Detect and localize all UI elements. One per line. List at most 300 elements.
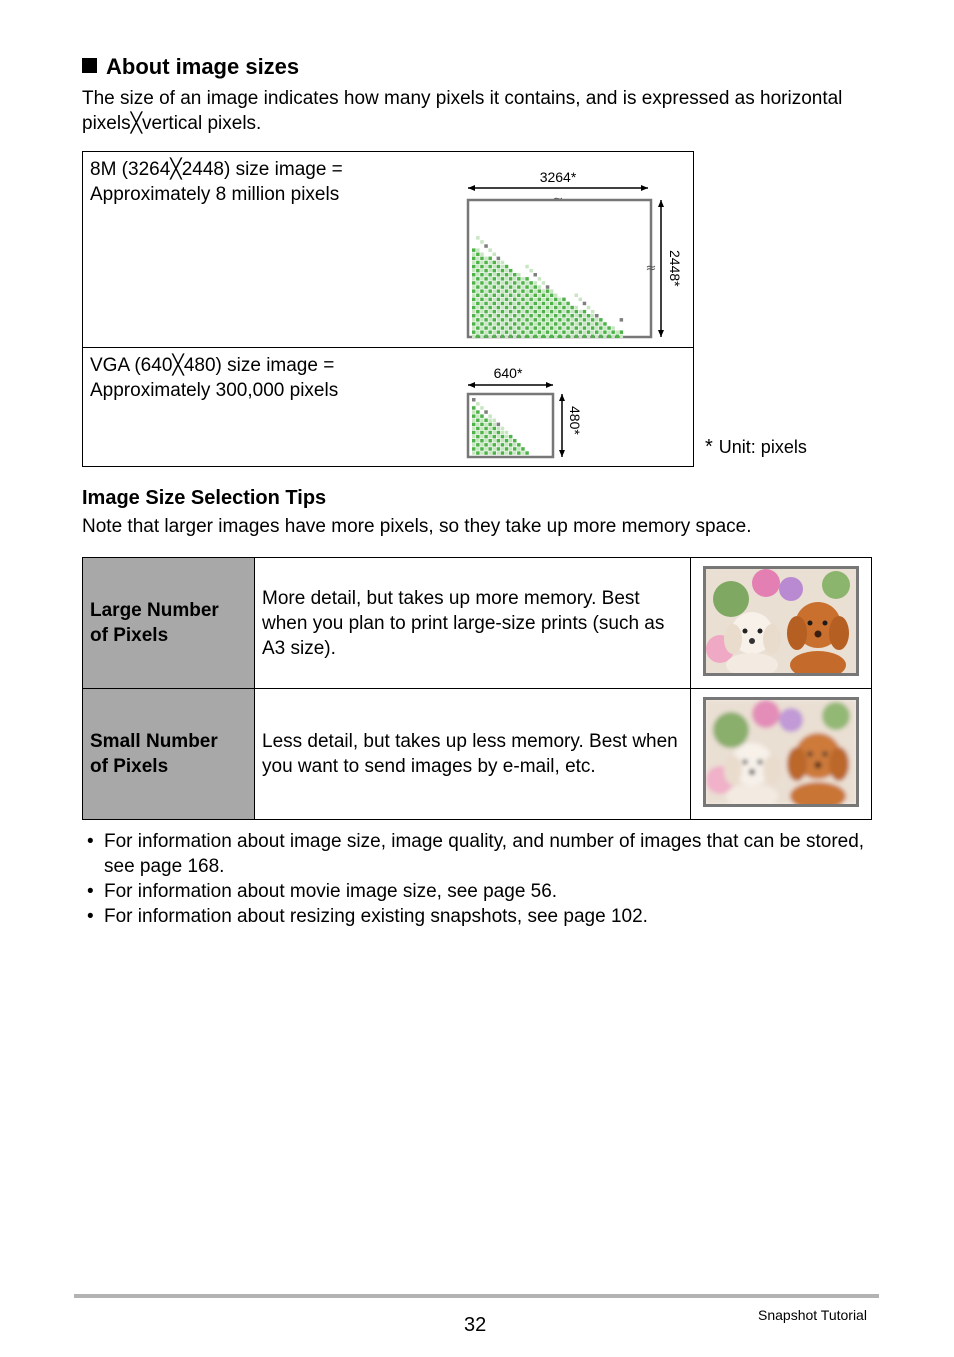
pixel-square [521, 330, 525, 334]
pixel-square [488, 314, 492, 318]
size-description-vga [90, 353, 338, 403]
pixel-square [562, 314, 566, 318]
pixel-square [513, 298, 517, 302]
height-label-8m: 2448* [667, 250, 683, 287]
pixel-square [472, 281, 476, 285]
pixel-square [513, 314, 517, 318]
pixel-square [472, 451, 476, 455]
pixel-square [583, 326, 587, 330]
pixel-square [525, 294, 529, 298]
pixel-square [497, 435, 501, 439]
pixel-square [538, 289, 542, 293]
pixel-square [488, 414, 492, 418]
pixel-square [476, 285, 480, 289]
pixel-square [484, 277, 488, 281]
pixel-square [513, 306, 517, 310]
pixel-square [472, 406, 476, 410]
pixel-square [476, 451, 480, 455]
pixel-square [521, 298, 525, 302]
pixel-square [488, 322, 492, 326]
pixel-square [484, 314, 488, 318]
pixel-square [505, 269, 509, 273]
pixel-square [472, 265, 476, 269]
pixel-square [505, 306, 509, 310]
pixel-square [529, 281, 533, 285]
pixel-square [497, 451, 501, 455]
pixel-square [546, 318, 550, 322]
pixel-square [472, 302, 476, 306]
pixel-square [554, 322, 558, 326]
pixel-square [488, 335, 492, 339]
pixel-square [521, 326, 525, 330]
pixel-square [599, 326, 603, 330]
pixel-square [501, 447, 505, 451]
intro-text: The size of an image indicates how many pixels it contains, and is expressed as horizontal pixels╳vertical pixels. [82, 88, 843, 134]
pixel-square [534, 306, 538, 310]
pixel-square [534, 302, 538, 306]
pixel-square [476, 427, 480, 431]
pixel-square [493, 265, 497, 269]
pixel-square [480, 302, 484, 306]
pixel-square [534, 273, 538, 277]
pixel-square [534, 322, 538, 326]
pixel-square [501, 285, 505, 289]
pixel-square [538, 335, 542, 339]
pixel-square [562, 310, 566, 314]
pixel-square [497, 261, 501, 265]
pixel-square [509, 302, 513, 306]
pixel-square [534, 289, 538, 293]
pixel-square [476, 269, 480, 273]
pixel-square [488, 306, 492, 310]
pixel-square [480, 431, 484, 435]
pixel-square [476, 253, 480, 257]
pixel-square [575, 322, 579, 326]
pixel-square [546, 322, 550, 326]
pixel-square [480, 423, 484, 427]
unit-note-text: Unit: pixels [718, 437, 807, 457]
pixel-square [513, 273, 517, 277]
size-row-8m [83, 152, 693, 348]
pixel-square [484, 244, 488, 248]
pixel-square [488, 261, 492, 265]
page-number: 32 [464, 1314, 487, 1336]
pixel-square [611, 326, 615, 330]
pixel-square [525, 281, 529, 285]
puppies-photo-blurred [703, 697, 859, 807]
pixel-square [472, 285, 476, 289]
pixel-square [472, 423, 476, 427]
pixel-square [583, 302, 587, 306]
pixel-square [472, 322, 476, 326]
pixel-square [570, 310, 574, 314]
pixel-square [591, 322, 595, 326]
pixel-square [575, 306, 579, 310]
pixel-square [472, 269, 476, 273]
pixel-square [529, 326, 533, 330]
pixel-square [517, 281, 521, 285]
pixel-square [603, 330, 607, 334]
pixel-square [591, 335, 595, 339]
pixel-square [546, 294, 550, 298]
pixel-square [501, 273, 505, 277]
pixel-square [497, 306, 501, 310]
pixel-square [509, 447, 513, 451]
height-label-vga: 480* [567, 406, 583, 435]
pixel-square [538, 306, 542, 310]
pixel-square [488, 427, 492, 431]
pixel-square [517, 443, 521, 447]
pixel-square [554, 306, 558, 310]
pixel-square [480, 419, 484, 423]
pixel-square [517, 285, 521, 289]
pixel-square [587, 314, 591, 318]
tips-table [82, 557, 872, 820]
pixel-square [480, 294, 484, 298]
pixel-square [546, 310, 550, 314]
pixel-illustration-vga [458, 358, 598, 466]
pixel-square [488, 298, 492, 302]
pixel-square [579, 322, 583, 326]
pixel-square [480, 414, 484, 418]
pixel-square [587, 318, 591, 322]
pixel-square [570, 318, 574, 322]
pixel-square [538, 302, 542, 306]
pixel-square [505, 335, 509, 339]
pixel-square [546, 298, 550, 302]
pixel-square [558, 326, 562, 330]
pixel-square [521, 318, 525, 322]
pixel-square [488, 435, 492, 439]
pixel-square [509, 443, 513, 447]
pixel-square [550, 318, 554, 322]
pixel-square [538, 294, 542, 298]
pixel-square [484, 302, 488, 306]
pixel-square [493, 306, 497, 310]
pixel-square [484, 322, 488, 326]
pixel-square [480, 298, 484, 302]
pixel-square [611, 330, 615, 334]
pixel-square [517, 277, 521, 281]
pixel-square [493, 419, 497, 423]
pixel-square [542, 318, 546, 322]
row-description-small: Less detail, but takes up less memory. Best when you want to send images by e-mail, etc. [255, 689, 691, 820]
pixel-square [599, 335, 603, 339]
pixel-square [480, 240, 484, 244]
pixel-square [476, 277, 480, 281]
pixel-square [488, 281, 492, 285]
pixel-square [505, 431, 509, 435]
pixel-square [595, 322, 599, 326]
pixel-square [472, 427, 476, 431]
pixel-square [525, 335, 529, 339]
pixel-square [476, 314, 480, 318]
pixel-square [509, 294, 513, 298]
pixel-square [497, 289, 501, 293]
pixel-square [525, 298, 529, 302]
pixel-square [587, 322, 591, 326]
list-item: • For information about resizing existing snapshots, see page 102. [82, 904, 882, 929]
pixel-square [480, 273, 484, 277]
pixel-square [472, 289, 476, 293]
pixel-square [583, 330, 587, 334]
pixel-square [513, 326, 517, 330]
pixel-square [501, 306, 505, 310]
pixel-square [575, 310, 579, 314]
pixel-square [570, 314, 574, 318]
pixel-square [509, 322, 513, 326]
pixel-square [546, 326, 550, 330]
pixel-square [480, 335, 484, 339]
pixel-square [480, 285, 484, 289]
pixel-square [488, 265, 492, 269]
pixel-square [542, 314, 546, 318]
pixel-square [509, 330, 513, 334]
pixel-square [575, 330, 579, 334]
pixel-square [566, 330, 570, 334]
table-row [83, 558, 872, 689]
pixel-square [501, 281, 505, 285]
pixel-square [525, 326, 529, 330]
pixel-square [525, 277, 529, 281]
pixel-square [542, 294, 546, 298]
pixel-square [505, 285, 509, 289]
pixel-square [517, 273, 521, 277]
pixel-square [509, 314, 513, 318]
pixel-square [480, 443, 484, 447]
pixel-square [497, 423, 501, 427]
pixel-square [554, 314, 558, 318]
pixel-square [497, 269, 501, 273]
pixel-square [480, 326, 484, 330]
pixel-square [484, 261, 488, 265]
pixel-square [517, 330, 521, 334]
pixel-square [488, 439, 492, 443]
pixel-square [476, 322, 480, 326]
pixel-square [493, 310, 497, 314]
pixel-square [538, 314, 542, 318]
pixel-square [562, 306, 566, 310]
pixel-square [480, 406, 484, 410]
pixel-square [566, 318, 570, 322]
pixel-square [542, 281, 546, 285]
pixel-square [497, 330, 501, 334]
pixel-square [534, 294, 538, 298]
pixel-square [476, 257, 480, 261]
pixel-square [497, 447, 501, 451]
pixel-square [542, 306, 546, 310]
pixel-square [501, 451, 505, 455]
pixel-square [509, 273, 513, 277]
pixel-square [538, 322, 542, 326]
pixel-square [476, 318, 480, 322]
pixel-square [603, 326, 607, 330]
pixel-square [476, 410, 480, 414]
pixel-square [558, 302, 562, 306]
pixel-square [484, 431, 488, 435]
pixel-square [484, 289, 488, 293]
pixel-square [558, 306, 562, 310]
pixel-square [570, 326, 574, 330]
pixel-square [484, 265, 488, 269]
pixel-square [517, 306, 521, 310]
pixel-square [534, 335, 538, 339]
pixel-square [493, 281, 497, 285]
pixel-square [554, 302, 558, 306]
pixel-square [493, 314, 497, 318]
pixel-square [562, 330, 566, 334]
pixel-square [493, 443, 497, 447]
pixel-illustration-8m [458, 160, 688, 345]
size-line1: VGA (640╳480) size image = [90, 355, 335, 376]
list-item: • For information about movie image size, see page 56. [82, 879, 882, 904]
pixel-square [517, 294, 521, 298]
pixel-square [501, 427, 505, 431]
pixel-square [476, 261, 480, 265]
pixel-square [472, 298, 476, 302]
pixel-square [484, 423, 488, 427]
pixel-square [517, 447, 521, 451]
pixel-square [472, 248, 476, 252]
pixel-square [476, 273, 480, 277]
pixel-square [480, 253, 484, 257]
pixel-square [513, 277, 517, 281]
pixel-square [488, 330, 492, 334]
pixel-square [525, 265, 529, 269]
pixel-square [476, 310, 480, 314]
pixel-square [497, 298, 501, 302]
pixel-square [476, 402, 480, 406]
pixel-square [480, 451, 484, 455]
pixel-square [493, 261, 497, 265]
pixel-square [476, 306, 480, 310]
pixel-square [484, 298, 488, 302]
pixel-square [509, 318, 513, 322]
pixel-square [595, 318, 599, 322]
pixel-square [558, 298, 562, 302]
pixel-square [538, 318, 542, 322]
pixel-square [554, 335, 558, 339]
pixel-square [472, 330, 476, 334]
pixel-square [488, 273, 492, 277]
pixel-square [488, 285, 492, 289]
pixel-square [570, 335, 574, 339]
pixel-square [562, 335, 566, 339]
pixel-square [525, 322, 529, 326]
pixel-square [505, 298, 509, 302]
pixel-square [579, 314, 583, 318]
pixel-square [529, 302, 533, 306]
pixel-square [501, 330, 505, 334]
pixel-square [484, 443, 488, 447]
pixel-square [472, 273, 476, 277]
pixel-square [493, 439, 497, 443]
pixel-square [513, 322, 517, 326]
pixel-square [497, 310, 501, 314]
pixel-square [480, 318, 484, 322]
pixel-square [488, 302, 492, 306]
pixel-square [484, 335, 488, 339]
pixel-square [497, 326, 501, 330]
pixel-square [513, 335, 517, 339]
pixel-square [529, 289, 533, 293]
pixel-square [579, 318, 583, 322]
pixel-square [488, 294, 492, 298]
pixel-square [542, 330, 546, 334]
pixel-square [579, 326, 583, 330]
row-label-large: Large Number of Pixels [83, 558, 255, 689]
pixel-square [562, 318, 566, 322]
pixel-square [493, 335, 497, 339]
pixel-square [484, 427, 488, 431]
pixel-square [484, 318, 488, 322]
pixel-square [538, 326, 542, 330]
pixel-square [542, 302, 546, 306]
pixel-square [554, 298, 558, 302]
pixel-square [546, 285, 550, 289]
pixel-square [497, 427, 501, 431]
pixel-square [616, 330, 620, 334]
pixel-square [534, 310, 538, 314]
pixel-square [501, 435, 505, 439]
pixel-square [513, 294, 517, 298]
pixel-square [525, 318, 529, 322]
pixel-square [513, 285, 517, 289]
pixel-square [529, 285, 533, 289]
pixel-square [493, 326, 497, 330]
pixel-square [480, 261, 484, 265]
pixel-square [501, 265, 505, 269]
pixel-square [620, 330, 624, 334]
pixel-square [525, 306, 529, 310]
pixel-square [620, 318, 624, 322]
pixel-square [480, 257, 484, 261]
pixel-square [488, 419, 492, 423]
pixel-square [493, 427, 497, 431]
pixel-square [497, 439, 501, 443]
pixel-square [587, 335, 591, 339]
pixel-square [575, 314, 579, 318]
pixel-square [513, 447, 517, 451]
pixel-square [616, 335, 620, 339]
pixel-square [505, 302, 509, 306]
pixel-square [554, 318, 558, 322]
pixel-square [579, 335, 583, 339]
pixel-square [509, 439, 513, 443]
pixel-square [497, 443, 501, 447]
pixel-square [525, 310, 529, 314]
pixel-square [505, 322, 509, 326]
pixel-square [521, 302, 525, 306]
pixel-square [501, 298, 505, 302]
pixel-square [472, 318, 476, 322]
pixel-square [480, 289, 484, 293]
pixel-square [538, 310, 542, 314]
pixel-square [497, 314, 501, 318]
pixel-square [501, 314, 505, 318]
pixel-square [558, 322, 562, 326]
pixel-square [493, 273, 497, 277]
width-label-8m: 3264* [539, 169, 577, 185]
pixel-square [575, 335, 579, 339]
pixel-square [542, 298, 546, 302]
pixel-square [505, 443, 509, 447]
pixel-square [546, 306, 550, 310]
pixel-square [497, 281, 501, 285]
pixel-square [509, 326, 513, 330]
pixel-square [570, 330, 574, 334]
pixel-square [484, 435, 488, 439]
